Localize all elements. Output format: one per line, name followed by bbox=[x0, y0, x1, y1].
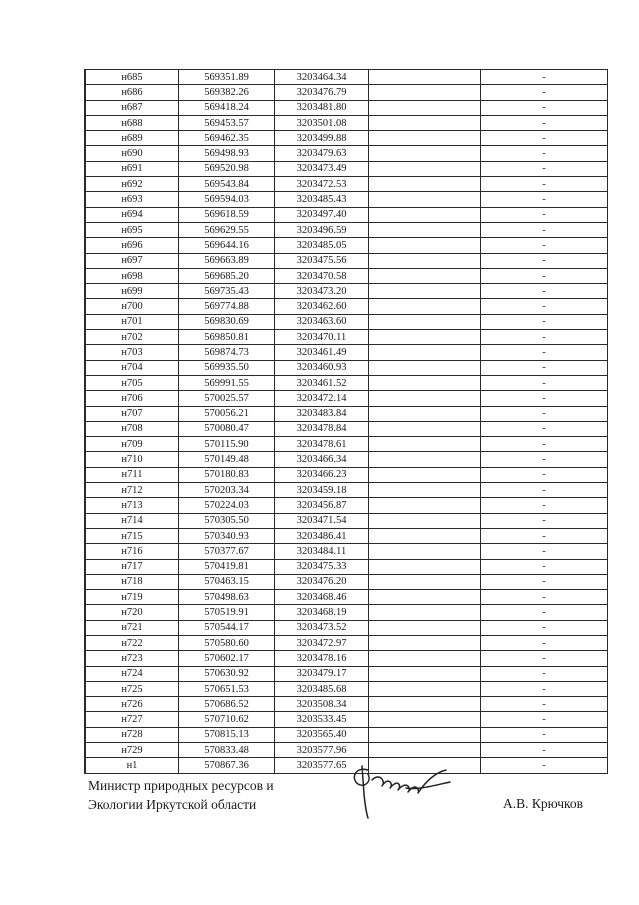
y-coordinate-cell: 3203470.58 bbox=[275, 268, 369, 283]
x-coordinate-cell: 570180.83 bbox=[179, 467, 275, 482]
point-cell: н706 bbox=[85, 391, 179, 406]
point-cell: н721 bbox=[85, 620, 179, 635]
table-row bbox=[85, 620, 608, 635]
x-coordinate-cell: 569629.55 bbox=[179, 222, 275, 237]
empty-cell bbox=[369, 666, 481, 681]
dash-cell: - bbox=[481, 437, 608, 452]
x-coordinate-cell: 569830.69 bbox=[179, 314, 275, 329]
x-coordinate-cell: 570867.36 bbox=[179, 758, 275, 773]
x-coordinate-cell: 569774.88 bbox=[179, 299, 275, 314]
table-row bbox=[85, 559, 608, 574]
point-cell: н727 bbox=[85, 712, 179, 727]
empty-cell bbox=[369, 635, 481, 650]
y-coordinate-cell: 3203464.34 bbox=[275, 70, 369, 85]
point-cell: н709 bbox=[85, 437, 179, 452]
signatory-position bbox=[88, 776, 274, 814]
y-coordinate-cell: 3203473.20 bbox=[275, 284, 369, 299]
dash-cell: - bbox=[481, 697, 608, 712]
y-coordinate-cell: 3203483.84 bbox=[275, 406, 369, 421]
y-coordinate-cell: 3203472.53 bbox=[275, 177, 369, 192]
empty-cell bbox=[369, 360, 481, 375]
empty-cell bbox=[369, 192, 481, 207]
dash-cell: - bbox=[481, 712, 608, 727]
x-coordinate-cell: 569462.35 bbox=[179, 131, 275, 146]
empty-cell bbox=[369, 406, 481, 421]
dash-cell: - bbox=[481, 406, 608, 421]
point-cell: н712 bbox=[85, 483, 179, 498]
table-row bbox=[85, 574, 608, 589]
table-row bbox=[85, 498, 608, 513]
table-row bbox=[85, 100, 608, 115]
dash-cell: - bbox=[481, 421, 608, 436]
point-cell: н699 bbox=[85, 284, 179, 299]
dash-cell: - bbox=[481, 192, 608, 207]
table-row bbox=[85, 314, 608, 329]
x-coordinate-cell: 570340.93 bbox=[179, 528, 275, 543]
dash-cell: - bbox=[481, 115, 608, 130]
point-cell: н724 bbox=[85, 666, 179, 681]
empty-cell bbox=[369, 651, 481, 666]
table-row bbox=[85, 727, 608, 742]
dash-cell: - bbox=[481, 85, 608, 100]
empty-cell bbox=[369, 620, 481, 635]
dash-cell: - bbox=[481, 253, 608, 268]
x-coordinate-cell: 569663.89 bbox=[179, 253, 275, 268]
empty-cell bbox=[369, 467, 481, 482]
point-cell: н696 bbox=[85, 238, 179, 253]
empty-cell bbox=[369, 712, 481, 727]
dash-cell: - bbox=[481, 620, 608, 635]
empty-cell bbox=[369, 70, 481, 85]
x-coordinate-cell: 570377.67 bbox=[179, 544, 275, 559]
point-cell: н697 bbox=[85, 253, 179, 268]
point-cell: н690 bbox=[85, 146, 179, 161]
table-row bbox=[85, 467, 608, 482]
x-coordinate-cell: 569453.57 bbox=[179, 115, 275, 130]
y-coordinate-cell: 3203577.96 bbox=[275, 743, 369, 758]
dash-cell: - bbox=[481, 727, 608, 742]
empty-cell bbox=[369, 330, 481, 345]
empty-cell bbox=[369, 299, 481, 314]
table-row bbox=[85, 483, 608, 498]
point-cell: н700 bbox=[85, 299, 179, 314]
y-coordinate-cell: 3203486.41 bbox=[275, 528, 369, 543]
point-cell: н716 bbox=[85, 544, 179, 559]
y-coordinate-cell: 3203485.68 bbox=[275, 681, 369, 696]
dash-cell: - bbox=[481, 360, 608, 375]
y-coordinate-cell: 3203508.34 bbox=[275, 697, 369, 712]
x-coordinate-cell: 569735.43 bbox=[179, 284, 275, 299]
table-row bbox=[85, 635, 608, 650]
x-coordinate-cell: 569935.50 bbox=[179, 360, 275, 375]
empty-cell bbox=[369, 268, 481, 283]
empty-cell bbox=[369, 85, 481, 100]
x-coordinate-cell: 569594.03 bbox=[179, 192, 275, 207]
empty-cell bbox=[369, 314, 481, 329]
x-coordinate-cell: 570224.03 bbox=[179, 498, 275, 513]
point-cell: н720 bbox=[85, 605, 179, 620]
dash-cell: - bbox=[481, 467, 608, 482]
empty-cell bbox=[369, 681, 481, 696]
table-row bbox=[85, 146, 608, 161]
empty-cell bbox=[369, 483, 481, 498]
empty-cell bbox=[369, 498, 481, 513]
y-coordinate-cell: 3203460.93 bbox=[275, 360, 369, 375]
dash-cell: - bbox=[481, 743, 608, 758]
point-cell: н698 bbox=[85, 268, 179, 283]
point-cell: н694 bbox=[85, 207, 179, 222]
table-row bbox=[85, 177, 608, 192]
table-row bbox=[85, 268, 608, 283]
point-cell: н686 bbox=[85, 85, 179, 100]
y-coordinate-cell: 3203478.16 bbox=[275, 651, 369, 666]
y-coordinate-cell: 3203496.59 bbox=[275, 222, 369, 237]
handwritten-signature bbox=[346, 760, 456, 822]
y-coordinate-cell: 3203481.80 bbox=[275, 100, 369, 115]
dash-cell: - bbox=[481, 544, 608, 559]
empty-cell bbox=[369, 146, 481, 161]
x-coordinate-cell: 570710.62 bbox=[179, 712, 275, 727]
table-row bbox=[85, 207, 608, 222]
dash-cell: - bbox=[481, 681, 608, 696]
point-cell: н691 bbox=[85, 161, 179, 176]
dash-cell: - bbox=[481, 284, 608, 299]
x-coordinate-cell: 570651.53 bbox=[179, 681, 275, 696]
dash-cell: - bbox=[481, 590, 608, 605]
dash-cell: - bbox=[481, 70, 608, 85]
table-row bbox=[85, 222, 608, 237]
point-cell: н692 bbox=[85, 177, 179, 192]
dash-cell: - bbox=[481, 559, 608, 574]
dash-cell: - bbox=[481, 528, 608, 543]
table-row bbox=[85, 666, 608, 681]
dash-cell: - bbox=[481, 314, 608, 329]
empty-cell bbox=[369, 513, 481, 528]
table-row bbox=[85, 712, 608, 727]
x-coordinate-cell: 570115.90 bbox=[179, 437, 275, 452]
table-row bbox=[85, 85, 608, 100]
table-row bbox=[85, 421, 608, 436]
point-cell: н708 bbox=[85, 421, 179, 436]
dash-cell: - bbox=[481, 222, 608, 237]
x-coordinate-cell: 569351.89 bbox=[179, 70, 275, 85]
point-cell: н693 bbox=[85, 192, 179, 207]
table-row bbox=[85, 590, 608, 605]
x-coordinate-cell: 569498.93 bbox=[179, 146, 275, 161]
x-coordinate-cell: 569685.20 bbox=[179, 268, 275, 283]
y-coordinate-cell: 3203462.60 bbox=[275, 299, 369, 314]
y-coordinate-cell: 3203476.20 bbox=[275, 574, 369, 589]
empty-cell bbox=[369, 284, 481, 299]
position-line-2: Экологии Иркутской области bbox=[88, 797, 257, 812]
point-cell: н685 bbox=[85, 70, 179, 85]
dash-cell: - bbox=[481, 100, 608, 115]
signatory-name: А.В. Крючков bbox=[503, 796, 583, 811]
x-coordinate-cell: 570080.47 bbox=[179, 421, 275, 436]
y-coordinate-cell: 3203475.56 bbox=[275, 253, 369, 268]
empty-cell bbox=[369, 375, 481, 390]
dash-cell: - bbox=[481, 498, 608, 513]
dash-cell: - bbox=[481, 513, 608, 528]
empty-cell bbox=[369, 544, 481, 559]
table-row bbox=[85, 161, 608, 176]
y-coordinate-cell: 3203471.54 bbox=[275, 513, 369, 528]
point-cell: н689 bbox=[85, 131, 179, 146]
dash-cell: - bbox=[481, 299, 608, 314]
table-row bbox=[85, 452, 608, 467]
table-row bbox=[85, 284, 608, 299]
dash-cell: - bbox=[481, 161, 608, 176]
y-coordinate-cell: 3203461.52 bbox=[275, 375, 369, 390]
point-cell: н710 bbox=[85, 452, 179, 467]
y-coordinate-cell: 3203478.61 bbox=[275, 437, 369, 452]
table-row bbox=[85, 360, 608, 375]
point-cell: н703 bbox=[85, 345, 179, 360]
empty-cell bbox=[369, 207, 481, 222]
dash-cell: - bbox=[481, 483, 608, 498]
empty-cell bbox=[369, 131, 481, 146]
point-cell: н715 bbox=[85, 528, 179, 543]
y-coordinate-cell: 3203456.87 bbox=[275, 498, 369, 513]
y-coordinate-cell: 3203472.97 bbox=[275, 635, 369, 650]
point-cell: н705 bbox=[85, 375, 179, 390]
y-coordinate-cell: 3203472.14 bbox=[275, 391, 369, 406]
y-coordinate-cell: 3203473.49 bbox=[275, 161, 369, 176]
x-coordinate-cell: 570025.57 bbox=[179, 391, 275, 406]
x-coordinate-cell: 570498.63 bbox=[179, 590, 275, 605]
empty-cell bbox=[369, 559, 481, 574]
dash-cell: - bbox=[481, 666, 608, 681]
y-coordinate-cell: 3203479.63 bbox=[275, 146, 369, 161]
dash-cell: - bbox=[481, 375, 608, 390]
table-row bbox=[85, 299, 608, 314]
empty-cell bbox=[369, 590, 481, 605]
empty-cell bbox=[369, 437, 481, 452]
x-coordinate-cell: 569418.24 bbox=[179, 100, 275, 115]
table-row bbox=[85, 70, 608, 85]
y-coordinate-cell: 3203485.43 bbox=[275, 192, 369, 207]
empty-cell bbox=[369, 421, 481, 436]
point-cell: н717 bbox=[85, 559, 179, 574]
point-cell: н726 bbox=[85, 697, 179, 712]
table-row bbox=[85, 375, 608, 390]
dash-cell: - bbox=[481, 207, 608, 222]
table-row bbox=[85, 437, 608, 452]
x-coordinate-cell: 570815.13 bbox=[179, 727, 275, 742]
y-coordinate-cell: 3203461.49 bbox=[275, 345, 369, 360]
y-coordinate-cell: 3203565.40 bbox=[275, 727, 369, 742]
empty-cell bbox=[369, 574, 481, 589]
y-coordinate-cell: 3203484.11 bbox=[275, 544, 369, 559]
empty-cell bbox=[369, 528, 481, 543]
x-coordinate-cell: 569543.84 bbox=[179, 177, 275, 192]
y-coordinate-cell: 3203468.19 bbox=[275, 605, 369, 620]
coordinates-table-body bbox=[85, 70, 608, 774]
dash-cell: - bbox=[481, 177, 608, 192]
point-cell: н704 bbox=[85, 360, 179, 375]
empty-cell bbox=[369, 238, 481, 253]
dash-cell: - bbox=[481, 238, 608, 253]
table-row bbox=[85, 192, 608, 207]
table-row bbox=[85, 681, 608, 696]
x-coordinate-cell: 570203.34 bbox=[179, 483, 275, 498]
x-coordinate-cell: 569644.16 bbox=[179, 238, 275, 253]
empty-cell bbox=[369, 345, 481, 360]
y-coordinate-cell: 3203501.08 bbox=[275, 115, 369, 130]
y-coordinate-cell: 3203473.52 bbox=[275, 620, 369, 635]
y-coordinate-cell: 3203468.46 bbox=[275, 590, 369, 605]
table-row bbox=[85, 253, 608, 268]
x-coordinate-cell: 569520.98 bbox=[179, 161, 275, 176]
point-cell: н695 bbox=[85, 222, 179, 237]
point-cell: н714 bbox=[85, 513, 179, 528]
x-coordinate-cell: 570580.60 bbox=[179, 635, 275, 650]
position-line-1: Министр природных ресурсов и bbox=[88, 778, 274, 793]
empty-cell bbox=[369, 100, 481, 115]
x-coordinate-cell: 570602.17 bbox=[179, 651, 275, 666]
x-coordinate-cell: 569382.26 bbox=[179, 85, 275, 100]
dash-cell: - bbox=[481, 146, 608, 161]
x-coordinate-cell: 570833.48 bbox=[179, 743, 275, 758]
y-coordinate-cell: 3203497.40 bbox=[275, 207, 369, 222]
point-cell: н713 bbox=[85, 498, 179, 513]
x-coordinate-cell: 570686.52 bbox=[179, 697, 275, 712]
empty-cell bbox=[369, 177, 481, 192]
dash-cell: - bbox=[481, 330, 608, 345]
point-cell: н728 bbox=[85, 727, 179, 742]
point-cell: н1 bbox=[85, 758, 179, 773]
y-coordinate-cell: 3203499.88 bbox=[275, 131, 369, 146]
table-row bbox=[85, 513, 608, 528]
y-coordinate-cell: 3203577.65 bbox=[275, 758, 369, 773]
table-row bbox=[85, 406, 608, 421]
y-coordinate-cell: 3203476.79 bbox=[275, 85, 369, 100]
x-coordinate-cell: 569850.81 bbox=[179, 330, 275, 345]
table-row bbox=[85, 238, 608, 253]
table-row bbox=[85, 391, 608, 406]
y-coordinate-cell: 3203459.18 bbox=[275, 483, 369, 498]
x-coordinate-cell: 569874.73 bbox=[179, 345, 275, 360]
y-coordinate-cell: 3203533.45 bbox=[275, 712, 369, 727]
empty-cell bbox=[369, 727, 481, 742]
point-cell: н687 bbox=[85, 100, 179, 115]
dash-cell: - bbox=[481, 131, 608, 146]
x-coordinate-cell: 569991.55 bbox=[179, 375, 275, 390]
dash-cell: - bbox=[481, 635, 608, 650]
empty-cell bbox=[369, 452, 481, 467]
table-row bbox=[85, 605, 608, 620]
table-row bbox=[85, 697, 608, 712]
table-row bbox=[85, 330, 608, 345]
empty-cell bbox=[369, 743, 481, 758]
x-coordinate-cell: 569618.59 bbox=[179, 207, 275, 222]
dash-cell: - bbox=[481, 758, 608, 773]
empty-cell bbox=[369, 391, 481, 406]
table-row bbox=[85, 743, 608, 758]
point-cell: н725 bbox=[85, 681, 179, 696]
y-coordinate-cell: 3203463.60 bbox=[275, 314, 369, 329]
table-row bbox=[85, 345, 608, 360]
x-coordinate-cell: 570305.50 bbox=[179, 513, 275, 528]
dash-cell: - bbox=[481, 391, 608, 406]
x-coordinate-cell: 570630.92 bbox=[179, 666, 275, 681]
point-cell: н701 bbox=[85, 314, 179, 329]
y-coordinate-cell: 3203485.05 bbox=[275, 238, 369, 253]
point-cell: н719 bbox=[85, 590, 179, 605]
x-coordinate-cell: 570544.17 bbox=[179, 620, 275, 635]
table-row bbox=[85, 528, 608, 543]
point-cell: н688 bbox=[85, 115, 179, 130]
dash-cell: - bbox=[481, 345, 608, 360]
empty-cell bbox=[369, 161, 481, 176]
table-row bbox=[85, 115, 608, 130]
empty-cell bbox=[369, 697, 481, 712]
point-cell: н711 bbox=[85, 467, 179, 482]
empty-cell bbox=[369, 222, 481, 237]
y-coordinate-cell: 3203470.11 bbox=[275, 330, 369, 345]
x-coordinate-cell: 570149.48 bbox=[179, 452, 275, 467]
x-coordinate-cell: 570419.81 bbox=[179, 559, 275, 574]
y-coordinate-cell: 3203478.84 bbox=[275, 421, 369, 436]
table-row bbox=[85, 651, 608, 666]
empty-cell bbox=[369, 115, 481, 130]
dash-cell: - bbox=[481, 452, 608, 467]
point-cell: н718 bbox=[85, 574, 179, 589]
empty-cell bbox=[369, 605, 481, 620]
point-cell: н702 bbox=[85, 330, 179, 345]
dash-cell: - bbox=[481, 268, 608, 283]
point-cell: н707 bbox=[85, 406, 179, 421]
y-coordinate-cell: 3203466.23 bbox=[275, 467, 369, 482]
x-coordinate-cell: 570519.91 bbox=[179, 605, 275, 620]
y-coordinate-cell: 3203475.33 bbox=[275, 559, 369, 574]
coordinates-table bbox=[84, 69, 608, 774]
empty-cell bbox=[369, 253, 481, 268]
x-coordinate-cell: 570056.21 bbox=[179, 406, 275, 421]
point-cell: н722 bbox=[85, 635, 179, 650]
y-coordinate-cell: 3203479.17 bbox=[275, 666, 369, 681]
table-row bbox=[85, 131, 608, 146]
dash-cell: - bbox=[481, 651, 608, 666]
dash-cell: - bbox=[481, 574, 608, 589]
table-row bbox=[85, 544, 608, 559]
point-cell: н729 bbox=[85, 743, 179, 758]
x-coordinate-cell: 570463.15 bbox=[179, 574, 275, 589]
point-cell: н723 bbox=[85, 651, 179, 666]
y-coordinate-cell: 3203466.34 bbox=[275, 452, 369, 467]
dash-cell: - bbox=[481, 605, 608, 620]
